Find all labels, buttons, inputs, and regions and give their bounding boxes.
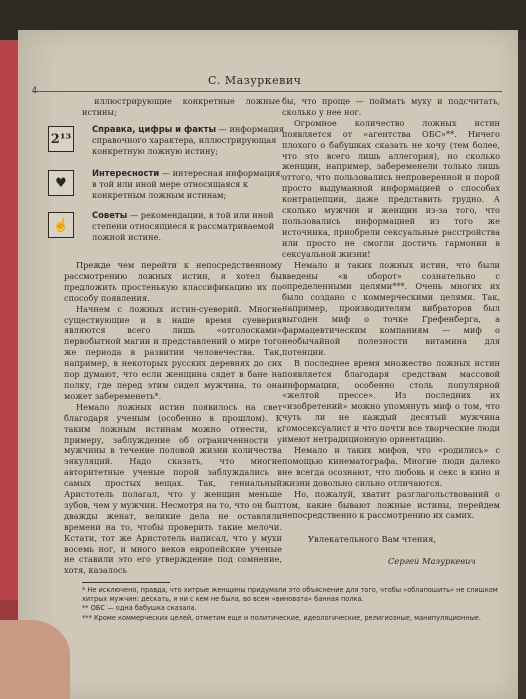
book-page: [18, 30, 518, 699]
legend-text: [92, 168, 288, 201]
footnotes: [82, 586, 502, 623]
legend-desc: — рекомендации, в той или иной степени относящиеся к рассматриваемой ложной истине.: [92, 210, 275, 242]
left-column: [64, 260, 282, 576]
legend-title: Советы: [92, 210, 128, 220]
legend-text: [92, 124, 288, 157]
legend-item-interesting: [48, 168, 288, 208]
heart-figure-icon: ♥: [48, 170, 74, 196]
author-signature: Сергей Мазуркевич: [388, 556, 476, 566]
legend-desc: — информация справочного характера, иллюстрирующая конкретную ложную истину;: [92, 124, 285, 156]
signoff: Увлекательного Вам чтения,: [308, 534, 437, 544]
percent-icon: 2¹³: [48, 126, 74, 152]
footnote: ** ОБС — одна бабушка сказала.: [82, 604, 197, 613]
footnote: * Не исключено, правда, что хитрые женщины придумали это объяснение для того, чтобы «облапошить» не слишком хитрых мужчин: дескать, я ни с кем не была, во всем «виновата» банная полка.: [82, 586, 498, 604]
paragraph: Немало и таких ложных истин, что были введены «в оборот» сознательно с определенными целями***. Очень многих их было создано с коммерческими целями. Так, например, производителям вибраторов был выгоден миф о точке Грефенберга, а фармацевтическим компаниям — миф о необычайной полезности витамина для потенции.: [282, 259, 500, 357]
left-top-text: иллюстрирующие конкретные ложные истины;: [82, 96, 280, 117]
legend-item-advice: [48, 210, 288, 250]
legend-item-facts: [48, 124, 288, 164]
paragraph: Начнем с ложных истин-суеверий. Многие существующие и в наше время суеверия являются всего лишь «отголосками» первобытной магии и представлений о мире того же периода в развитии человечества. Так, например, в некоторых русских деревнях до сих пор думают, что если женщина сядет в бане на полку, где перед этим сидел мужчина, то она может забеременеть*.: [64, 303, 282, 401]
legend-title: Справка, цифры и факты: [92, 124, 217, 134]
legend-text: [92, 210, 288, 243]
paragraph: бы, что проще — поймать муху и подсчитать, сколько у нее ног.: [282, 96, 500, 117]
hand-icon: ☝: [48, 212, 74, 238]
paragraph: Немало и таких мифов, что «родились» с помощью кинематографа. Многие люди далеко не всегда осознают, что любовь и секс в кино и жизни довольно сильно отличаются.: [282, 445, 500, 488]
running-head: С. Мазуркевич: [208, 74, 302, 87]
footnote: *** Кроме коммерческих целей, отметим еще и политические, идеологические, религиозные, манипуляционные.: [82, 613, 481, 622]
legend-desc: — интересная информация, в той или иной мере относящаяся к конкретным ложным истинам;: [92, 168, 283, 200]
legend-title: Интересности: [92, 168, 160, 178]
header-rule: [32, 91, 502, 92]
paragraph: Но, пожалуй, хватит разглагольствований о том, какие бывают ложные истины, перейдем непосредственно к рассмотрению их самих.: [282, 488, 500, 521]
paragraph: Огромное количество ложных истин появляется от «агентства ОБС»**. Ничего плохого о бабушках сказать не хочу (тем более, что это всего лишь аллегория), но сколько женщин, например, забеременели только лишь оттого, что пользовались непроверенной и порой просто выдуманной информацией о способах контрацепции, даже представить трудно. А сколько мужчин и женщин из-за того, что пользовались информацией из того же источника, приобрели сексуальные расстройства или просто не смогли достичь гармонии в сексуальной жизни!: [282, 117, 500, 259]
paragraph: Немало ложных истин появилось на свет благодаря ученым (особенно в прошлом). К таким ложным истинам можно отнести, к примеру, заблуждение об ограниченности у мужчины в течение половой жизни количества эякуляций. Надо сказать, что многие авторитетные ученые порой заблуждались в самых простых вещах. Так, гениальный Аристотель полагал, что у женщин меньше зубов, чем у мужчин. Несмотря на то, что он был дважды женат, великие дела не оставляли времени на то, чтобы проверить такие мелочи. Кстати, тот же Аристотель написал, что у мухи восемь ног, и много веков европейские ученые не ставили это его утверждение под сомнение, хотя, казалось: [64, 401, 282, 576]
thumb: [0, 620, 70, 699]
right-column: [282, 96, 500, 521]
footnote-rule: [82, 582, 170, 583]
paragraph: Прежде чем перейти к непосредственному рассмотрению ложных истин, я хотел бы предложить простенькую классификацию их по способу появления.: [64, 260, 282, 303]
paragraph: В последнее время множество ложных истин появляется благодаря средствам массовой информации, особенно столь популярной «желтой прессе». Из последних их «изобретений» можно упомянуть миф о том, что чуть ли не каждый десятый мужчина гомосексуалист и что почти все творческие люди имеют нетрадиционную ориентацию.: [282, 357, 500, 445]
